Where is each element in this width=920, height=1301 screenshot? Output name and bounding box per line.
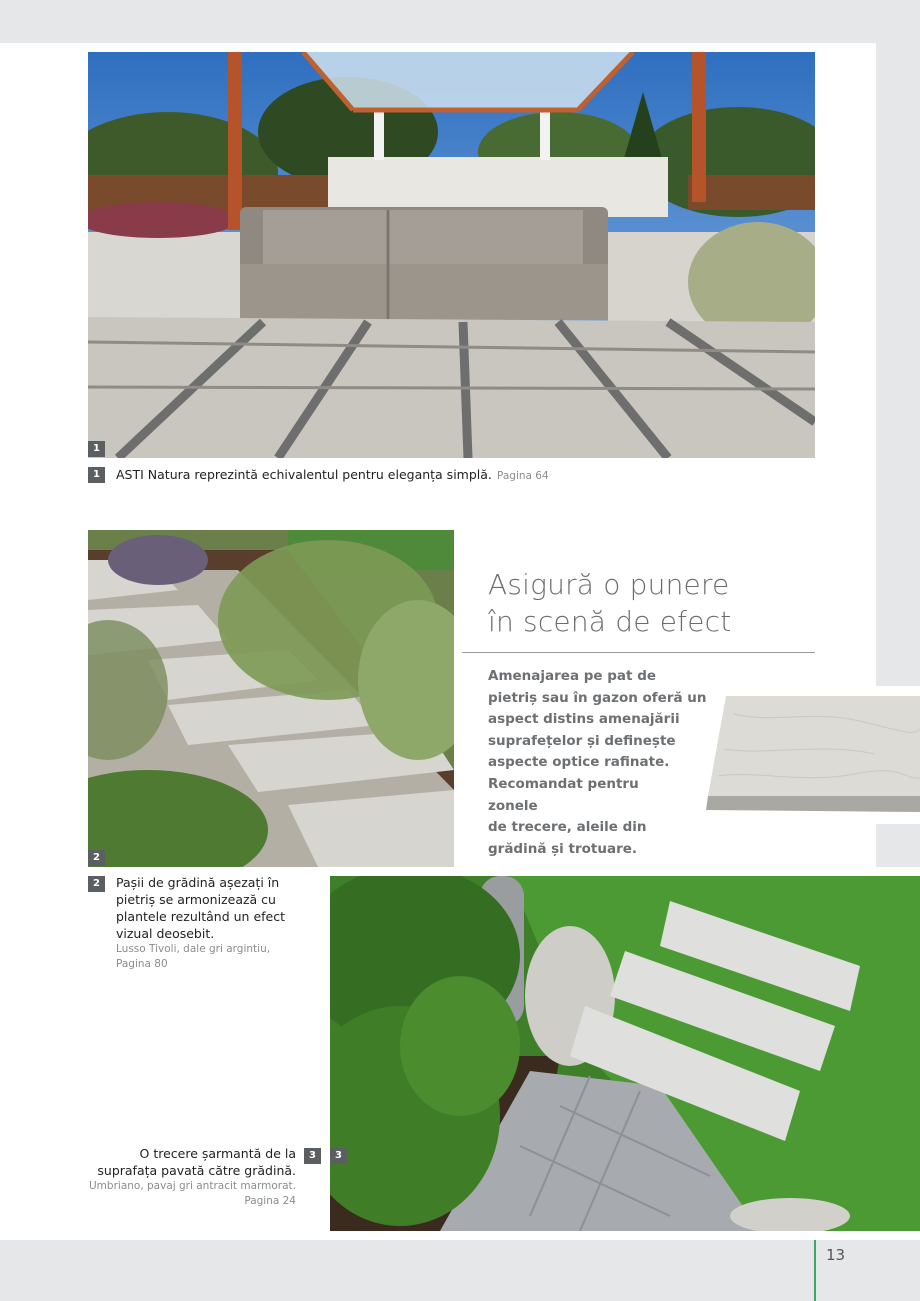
figure-3-source-line: Umbriano, pavaj gri antracit marmorat.	[89, 1180, 296, 1192]
lawn-transition-photo	[330, 876, 920, 1231]
body-line: aspect distins amenajării	[488, 711, 680, 728]
figure-3-badge-on-photo: 3	[330, 1148, 347, 1164]
body-line: de trecere, aleile din	[488, 819, 647, 836]
body-line: suprafețelor și definește	[488, 732, 676, 749]
section-heading	[488, 566, 818, 640]
figure-3-caption	[60, 1145, 296, 1209]
top-band	[0, 0, 920, 43]
page-number: 13	[826, 1246, 846, 1264]
figure-2-badge: 2	[88, 876, 105, 892]
figure-2-caption-line: pietriș se armonizează cu	[116, 892, 276, 907]
figure-2-caption-line: plantele rezultând un efect	[116, 909, 285, 924]
patio-photo	[88, 52, 815, 458]
heading-divider	[462, 652, 815, 653]
body-line: Amenajarea pe pat de	[488, 668, 657, 684]
bottom-band	[0, 1240, 920, 1301]
figure-1-caption-text: ASTI Natura reprezintă echivalentul pentru eleganța simplă.	[116, 467, 492, 482]
figure-3-caption-line: O trecere șarmantă de la	[139, 1146, 296, 1161]
figure-2-badge-on-photo: 2	[88, 850, 105, 866]
body-line: pietriș sau în gazon oferă un	[488, 689, 707, 706]
body-line: Recomandat pentru zonele	[488, 775, 639, 814]
section-body	[488, 666, 707, 860]
figure-1-caption	[116, 464, 716, 483]
figure-2-caption-line: Pașii de grădină așezați în	[116, 875, 280, 890]
right-band-upper	[876, 43, 920, 686]
figure-2-source-line: Pagina 80	[116, 958, 168, 970]
heading-line-1: Asigură o punere	[488, 568, 730, 601]
figure-2-source-line: Lusso Tivoli, dale gri argintiu,	[116, 943, 271, 955]
heading-line-2: în scenă de efect	[488, 605, 732, 638]
figure-3-badge: 3	[304, 1148, 321, 1164]
figure-2-caption	[116, 874, 316, 972]
page-number-accent	[814, 1240, 816, 1301]
body-line: aspecte optice rafinate.	[488, 754, 670, 771]
figure-2-caption-line: vizual deosebit.	[116, 926, 215, 941]
figure-3-source-line: Pagina 24	[244, 1195, 296, 1207]
figure-1-badge: 1	[88, 467, 105, 483]
right-band-mid	[876, 824, 920, 867]
paving-slab-product	[704, 694, 920, 816]
figure-3-caption-line: suprafața pavată către grădină.	[97, 1163, 296, 1178]
stepping-stones-photo	[88, 530, 454, 867]
figure-1-badge-on-photo: 1	[88, 441, 105, 457]
body-line: grădină și trotuare.	[488, 840, 638, 857]
figure-1-source: Pagina 64	[496, 470, 549, 482]
